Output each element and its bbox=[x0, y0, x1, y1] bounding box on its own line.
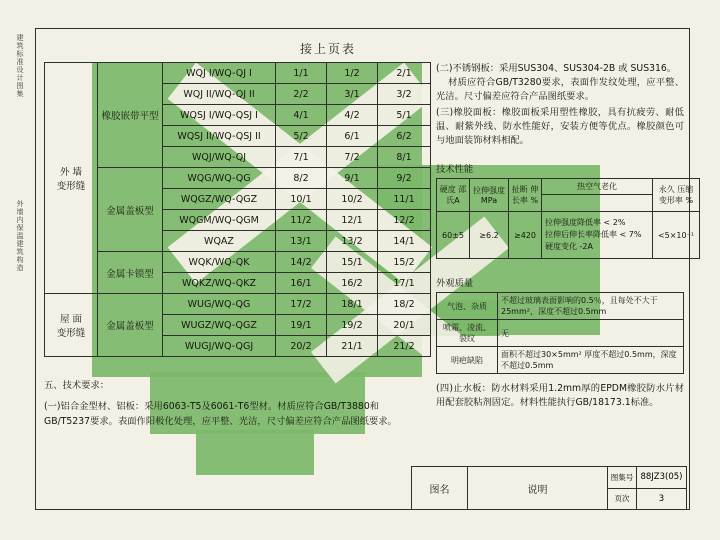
num-cell: 21/2 bbox=[378, 336, 431, 357]
type-label-roof-metal-cover: 金属盖板型 bbox=[98, 294, 163, 357]
joint-table bbox=[44, 62, 431, 357]
num-cell: 5/2 bbox=[276, 126, 327, 147]
code-cell: WQG/WQ-QG bbox=[163, 168, 276, 189]
code-cell: WQSJ II/WQ-QSJ II bbox=[163, 126, 276, 147]
notes-paragraph-1: (一)铝合金型材、铝板：采用6063-T5及6061-T6型材。材质应符合GB/T3880和GB/T5237要求。表面作阳极化处理，应平整、光洁，尺寸偏差应符合产品图纸要求。 bbox=[44, 401, 397, 427]
code-cell: WQGZ/WQ-QGZ bbox=[163, 189, 276, 210]
code-cell: WUG/WQ-QG bbox=[163, 294, 276, 315]
appear-key: 明疤缺陷 bbox=[437, 347, 498, 374]
num-cell: 4/1 bbox=[276, 105, 327, 126]
performance-title: 技术性能 bbox=[436, 164, 474, 175]
section-3-body: 橡胶面板采用塑性橡胶，具有抗疲劳、耐低温、耐紫外线、防水性能好，安装方便等优点。橡胶颜色可与地面装饰材料相配。 bbox=[436, 107, 684, 146]
spine-strip bbox=[0, 0, 30, 540]
appear-key: 喷霜、凌流、裂纹 bbox=[437, 320, 498, 347]
appear-key: 气泡、杂质 bbox=[437, 293, 498, 320]
section-2-body2: 材质应符合GB/T3280要求，表面作发纹处理，应平整、光洁。尺寸偏差应符合产品图纸要求。 bbox=[436, 77, 684, 102]
code-cell: WQJ I/WQ-QJ I bbox=[163, 63, 276, 84]
perf-value-elong: ≥420 bbox=[509, 212, 542, 259]
num-cell: 13/2 bbox=[327, 231, 378, 252]
num-cell: 9/1 bbox=[327, 168, 378, 189]
num-cell: 14/2 bbox=[276, 252, 327, 273]
group-label-roof: 屋 面 变形缝 bbox=[45, 294, 98, 357]
num-cell: 7/1 bbox=[276, 147, 327, 168]
num-cell: 8/2 bbox=[276, 168, 327, 189]
title-block-name-value: 说明 bbox=[468, 467, 608, 509]
table-row bbox=[45, 63, 431, 84]
num-cell: 12/2 bbox=[378, 210, 431, 231]
notes-title: 五、技术要求： bbox=[44, 380, 110, 391]
num-cell: 16/2 bbox=[327, 273, 378, 294]
section-2-body: 采用SUS304、SUS304-2B 或 SUS316。 bbox=[499, 63, 677, 74]
table-row bbox=[437, 347, 684, 374]
code-cell: WQSJ I/WQ-QSJ I bbox=[163, 105, 276, 126]
perf-header-strength: 拉伸强度 MPa bbox=[470, 179, 509, 212]
section-4-body: 防水材料采用1.2mm厚的EPDM橡胶防水片材用配套胶粘剂固定。材料性能执行GB/18173.1标准。 bbox=[436, 383, 684, 408]
title-block-code-value: 88JZ3(05) bbox=[640, 472, 683, 483]
num-cell: 16/1 bbox=[276, 273, 327, 294]
section-2 bbox=[436, 62, 684, 76]
num-cell: 8/1 bbox=[378, 147, 431, 168]
num-cell: 4/2 bbox=[327, 105, 378, 126]
title-block-page-row bbox=[608, 489, 686, 510]
num-cell: 17/1 bbox=[378, 273, 431, 294]
section-4 bbox=[436, 382, 684, 410]
perf-aging-line-2: 拉伸后伸长率降低率 < 7% bbox=[545, 230, 642, 239]
num-cell: 6/1 bbox=[327, 126, 378, 147]
title-block-name-label: 图名 bbox=[412, 467, 468, 509]
num-cell: 13/1 bbox=[276, 231, 327, 252]
table-row bbox=[45, 294, 431, 315]
perf-header-elong: 扯断 伸长率 % bbox=[509, 179, 542, 212]
code-cell: WUGZ/WQ-QGZ bbox=[163, 315, 276, 336]
title-block-code-label: 图集号 bbox=[608, 467, 637, 488]
table-row bbox=[45, 168, 431, 189]
table-row bbox=[437, 179, 700, 195]
perf-value-hardness: 60±5 bbox=[437, 212, 470, 259]
appear-table bbox=[436, 292, 684, 374]
num-cell: 20/1 bbox=[378, 315, 431, 336]
spine-mark-1: 建筑标准设计图集 bbox=[16, 34, 24, 98]
table-row bbox=[437, 320, 684, 347]
table-row bbox=[45, 252, 431, 273]
title-block-right bbox=[608, 467, 686, 509]
code-cell: WQAZ bbox=[163, 231, 276, 252]
section-2-title: (二)不锈钢板： bbox=[436, 63, 500, 74]
num-cell: 7/2 bbox=[327, 147, 378, 168]
num-cell: 18/1 bbox=[327, 294, 378, 315]
num-cell: 14/1 bbox=[378, 231, 431, 252]
code-cell: WUGJ/WQ-QGJ bbox=[163, 336, 276, 357]
num-cell: 12/1 bbox=[327, 210, 378, 231]
deformation-joint-table bbox=[44, 62, 431, 357]
perf-header-hardness: 硬度 邵氏A bbox=[437, 179, 470, 212]
num-cell: 10/2 bbox=[327, 189, 378, 210]
num-cell: 11/1 bbox=[378, 189, 431, 210]
perf-value-perm: <5×10⁻¹ bbox=[653, 212, 700, 259]
num-cell: 19/2 bbox=[327, 315, 378, 336]
perf-value-strength: ≥6.2 bbox=[470, 212, 509, 259]
perf-aging-line-3: 硬度变化 -2A bbox=[545, 242, 593, 251]
section-3-title: (三)橡胶面板： bbox=[436, 107, 502, 118]
type-label-metal-lock: 金属卡锁型 bbox=[98, 252, 163, 294]
num-cell: 20/2 bbox=[276, 336, 327, 357]
num-cell: 19/1 bbox=[276, 315, 327, 336]
code-cell: WQGM/WQ-QGM bbox=[163, 210, 276, 231]
perf-aging-subheader bbox=[542, 195, 653, 212]
num-cell: 1/2 bbox=[327, 63, 378, 84]
num-cell: 2/2 bbox=[276, 84, 327, 105]
page-title: 接上页表 bbox=[300, 42, 357, 56]
num-cell: 18/2 bbox=[378, 294, 431, 315]
spine-mark-2: 外墙内保温建筑构造 bbox=[16, 200, 24, 272]
title-block-code-row bbox=[608, 467, 686, 489]
code-cell: WQJ/WQ-QJ bbox=[163, 147, 276, 168]
table-row bbox=[437, 293, 684, 320]
appearance-title: 外观质量 bbox=[436, 278, 474, 289]
type-label-rubber: 橡胶嵌带平型 bbox=[98, 63, 163, 168]
num-cell: 21/1 bbox=[327, 336, 378, 357]
appear-value: 不超过玻璃表面影响的0.5％，且每处不大于25mm²，深度不超过0.5mm bbox=[498, 293, 684, 320]
appearance-table bbox=[436, 292, 684, 374]
type-label-metal-cover: 金属盖板型 bbox=[98, 168, 163, 252]
technical-notes bbox=[44, 378, 424, 429]
perf-header-aging: 热空气老化 bbox=[542, 179, 653, 195]
num-cell: 3/2 bbox=[378, 84, 431, 105]
perf-table bbox=[436, 178, 700, 259]
num-cell: 15/1 bbox=[327, 252, 378, 273]
group-label-wall: 外 墙 变形缝 bbox=[45, 63, 98, 294]
title-block-page-value: 3 bbox=[658, 493, 665, 504]
performance-table bbox=[436, 178, 700, 259]
num-cell: 6/2 bbox=[378, 126, 431, 147]
perf-header-perm: 永久 压缩 变形率 % bbox=[653, 179, 700, 212]
perf-aging-line-1: 拉伸强度降低率 < 2% bbox=[545, 218, 626, 227]
num-cell: 17/2 bbox=[276, 294, 327, 315]
num-cell: 9/2 bbox=[378, 168, 431, 189]
num-cell: 10/1 bbox=[276, 189, 327, 210]
title-block bbox=[411, 466, 687, 510]
num-cell: 3/1 bbox=[327, 84, 378, 105]
table-row bbox=[437, 212, 700, 259]
num-cell: 2/1 bbox=[378, 63, 431, 84]
num-cell: 15/2 bbox=[378, 252, 431, 273]
title-block-page-label: 页次 bbox=[608, 489, 637, 510]
appear-value: 无 bbox=[498, 320, 684, 347]
code-cell: WQK/WQ-QK bbox=[163, 252, 276, 273]
section-4-title: (四)止水板： bbox=[436, 383, 492, 394]
num-cell: 11/2 bbox=[276, 210, 327, 231]
perf-value-aging bbox=[542, 212, 653, 259]
num-cell: 1/1 bbox=[276, 63, 327, 84]
num-cell: 5/1 bbox=[378, 105, 431, 126]
appear-value: 面积不超过30×5mm² 厚度不超过0.5mm，深度不超过0.5mm bbox=[498, 347, 684, 374]
code-cell: WQKZ/WQ-QKZ bbox=[163, 273, 276, 294]
section-3 bbox=[436, 106, 684, 148]
code-cell: WQJ II/WQ-QJ II bbox=[163, 84, 276, 105]
